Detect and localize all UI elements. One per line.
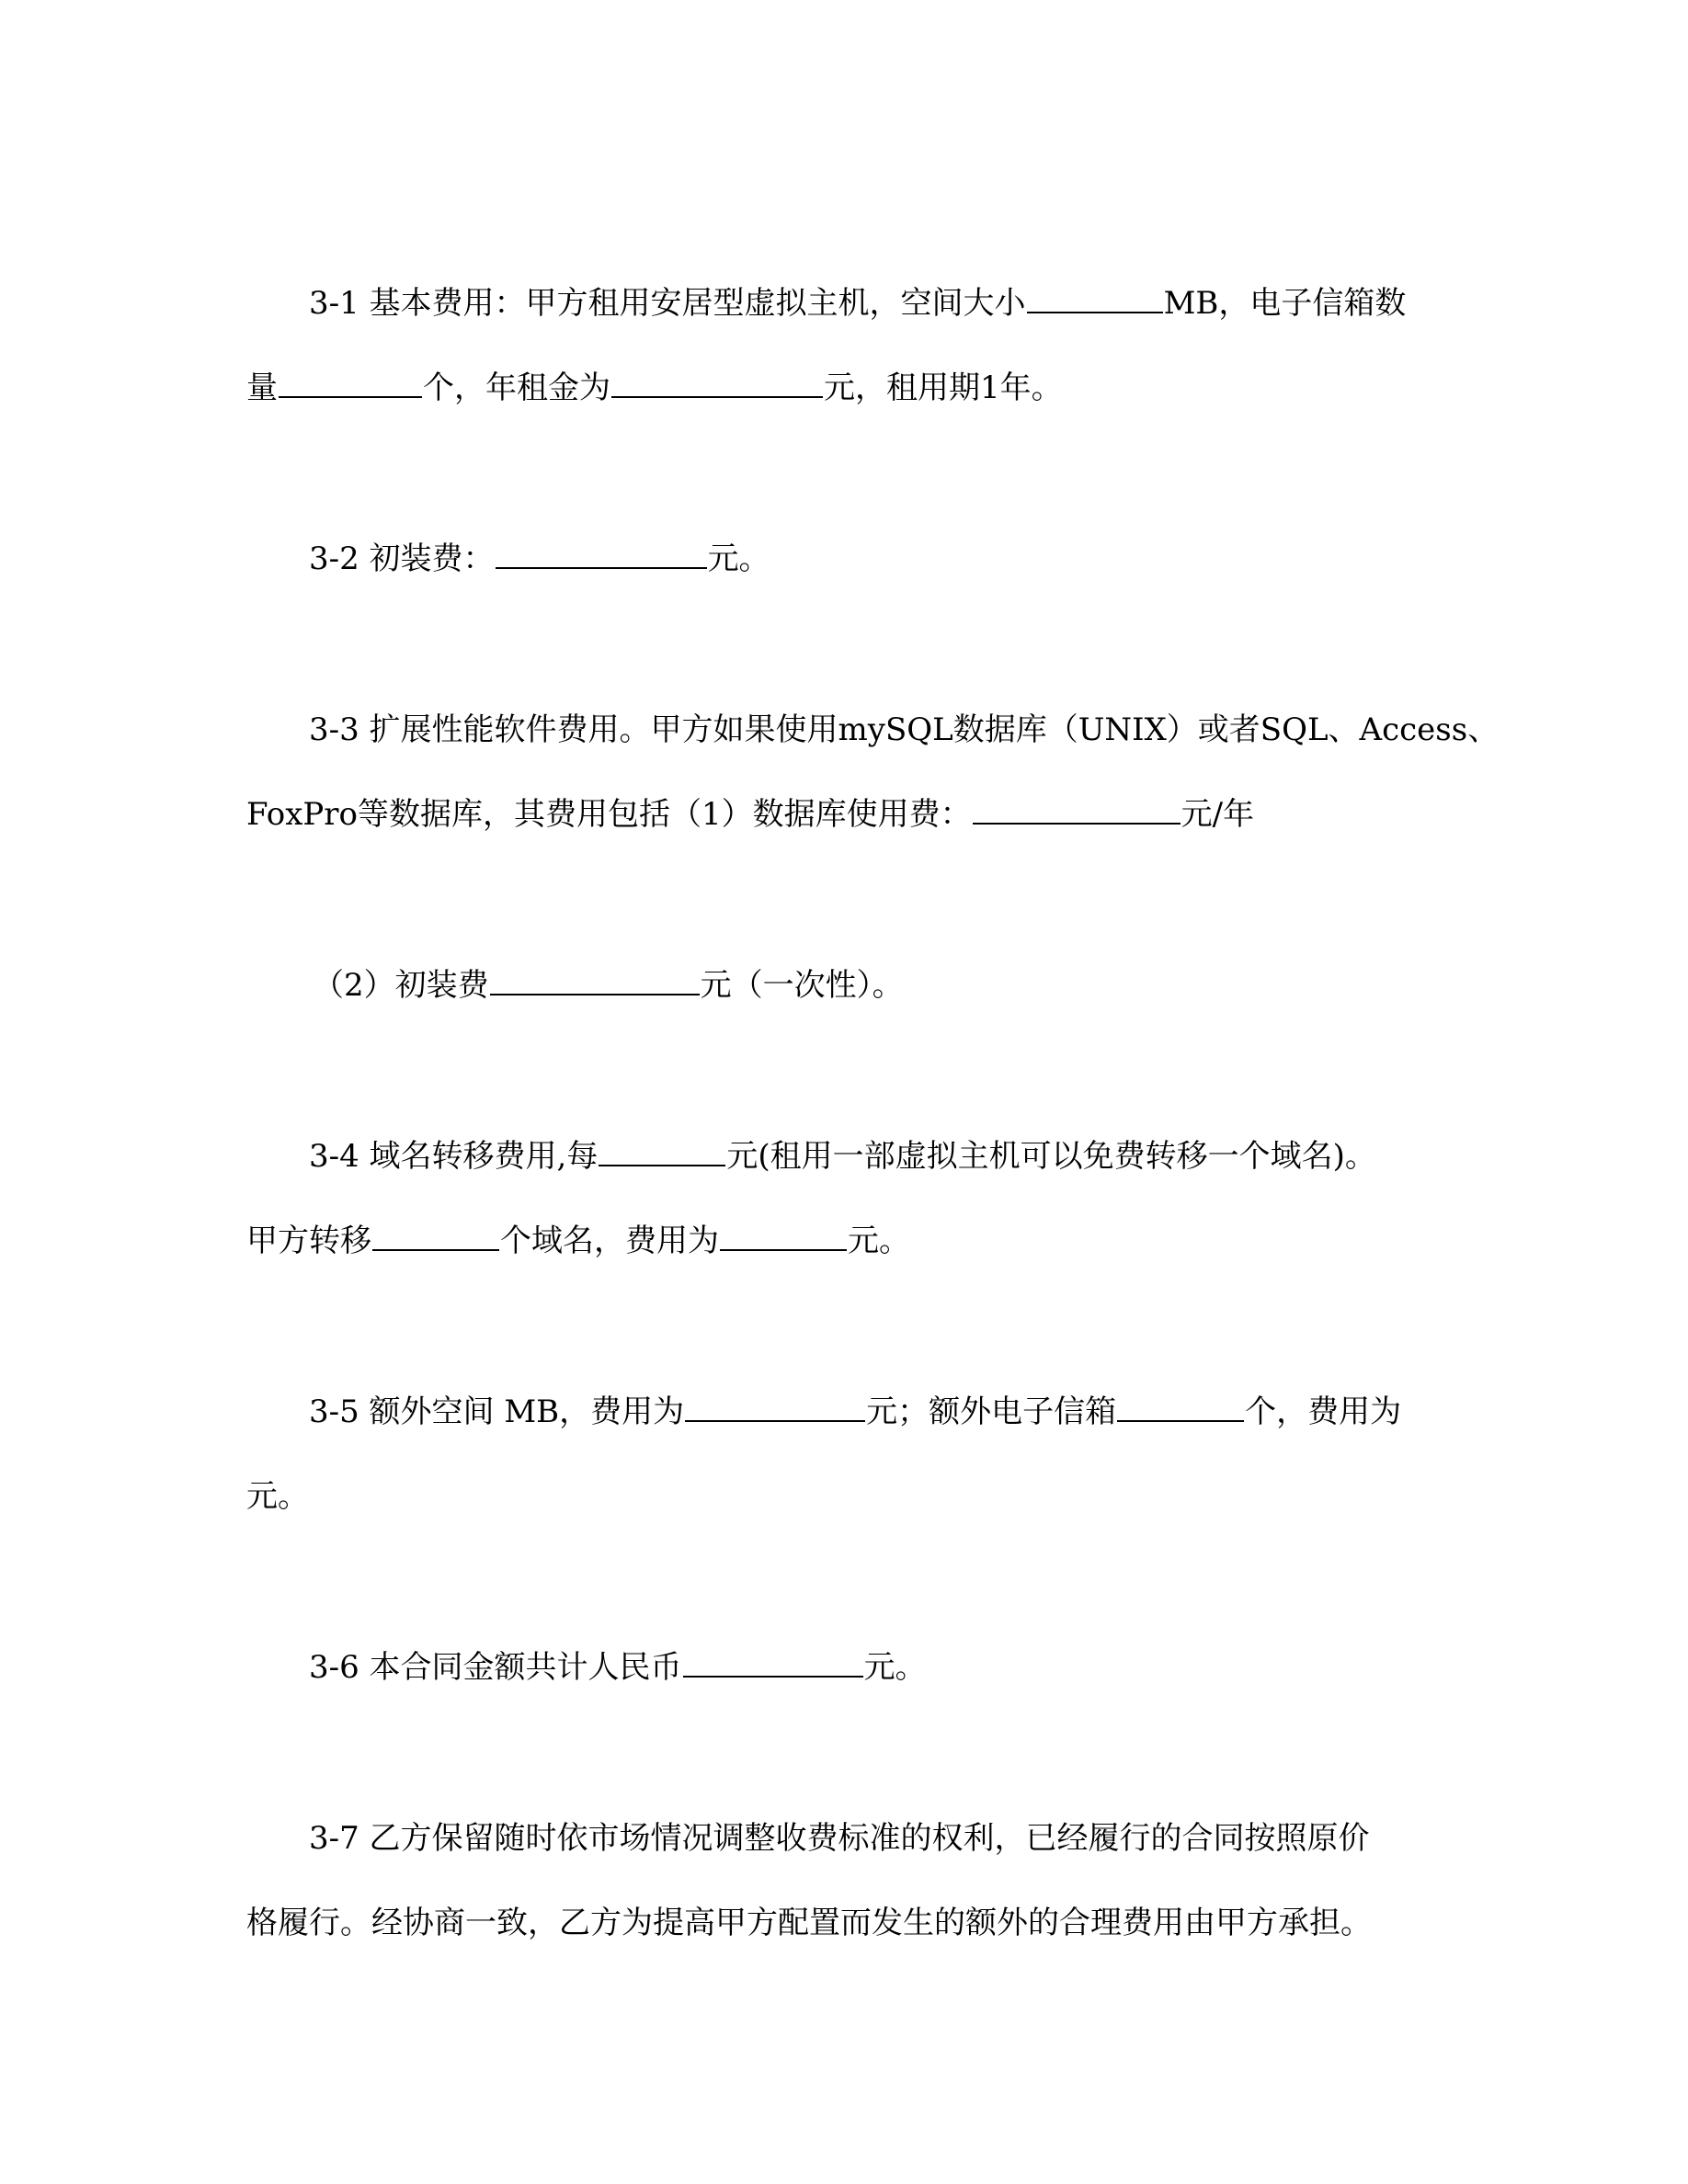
clause-3-4-text-4: 个域名，费用为 <box>500 1223 719 1259</box>
clause-3-3-text-4: （2）初装费 <box>313 967 489 1004</box>
clause-3-5-text-4: 元。 <box>246 1478 309 1515</box>
clause-3-2-text-1: 3-2 初装费： <box>309 540 495 577</box>
database-fee-blank <box>973 795 1180 825</box>
clause-3-1-text-3: 量 <box>246 370 278 406</box>
clause-3-2-text-2: 元。 <box>707 540 770 577</box>
annual-rent-blank <box>611 369 823 398</box>
setup-fee-blank <box>496 540 707 569</box>
extra-mailbox-count-blank <box>1117 1393 1244 1422</box>
clause-3-4-text-5: 元。 <box>848 1223 910 1259</box>
mailbox-count-blank <box>279 369 422 398</box>
clause-3-1-text-1: 3-1 基本费用：甲方租用安居型虚拟主机，空间大小 <box>309 285 1026 322</box>
domain-count-blank <box>372 1222 499 1251</box>
clause-3-7-line-2 <box>246 1903 1372 1943</box>
clause-3-3-text-3: 元/年 <box>1180 796 1255 833</box>
clause-3-3-line-2 <box>246 794 1254 835</box>
clause-3-5-text-3: 个，费用为 <box>1245 1393 1402 1430</box>
clause-3-1-line-1 <box>309 283 1406 324</box>
clause-3-4-line-1 <box>309 1136 1376 1177</box>
extra-space-fee-blank <box>685 1393 865 1422</box>
clause-3-5-text-2: 元；额外电子信箱 <box>866 1393 1117 1430</box>
clause-3-3-line-1 <box>309 710 1499 750</box>
clause-3-5-line-1 <box>309 1392 1401 1432</box>
clause-3-7-line-1 <box>309 1818 1370 1859</box>
clause-3-4-text-3: 甲方转移 <box>246 1223 371 1259</box>
clause-3-1-text-5: 元，租用期1年。 <box>824 370 1063 406</box>
clause-3-5-line-2 <box>246 1476 309 1517</box>
clause-3-6-line-1 <box>309 1647 927 1688</box>
domain-transfer-fee-blank <box>599 1137 725 1166</box>
clause-3-2-line-1 <box>309 539 770 579</box>
clause-3-6-text-2: 元。 <box>863 1649 927 1686</box>
contract-total-blank <box>683 1648 863 1678</box>
clause-3-3-text-5: 元（一次性）。 <box>700 967 904 1004</box>
clause-3-4-text-1: 3-4 域名转移费用,每 <box>309 1138 599 1175</box>
clause-3-3-text-2: FoxPro等数据库，其费用包括（1）数据库使用费： <box>246 796 972 833</box>
clause-3-3-text-1: 3-3 扩展性能软件费用。甲方如果使用mySQL数据库（UNIX）或者SQL、Access、 <box>309 711 1500 748</box>
clause-3-4-line-2 <box>246 1221 910 1261</box>
clause-3-4-text-2: 元(租用一部虚拟主机可以免费转移一个域名)。 <box>726 1138 1376 1175</box>
clause-3-1-line-2 <box>246 368 1063 408</box>
clause-3-5-text-1: 3-5 额外空间 MB，费用为 <box>309 1393 685 1430</box>
clause-3-1-text-2: MB，电子信箱数 <box>1163 285 1407 322</box>
database-setup-fee-blank <box>490 966 700 995</box>
clause-3-7-text-1: 3-7 乙方保留随时依市场情况调整收费标准的权利，已经履行的合同按照原价 <box>309 1820 1370 1857</box>
clause-3-3-line-3 <box>313 965 904 1006</box>
clause-3-1-text-4: 个，年租金为 <box>423 370 610 406</box>
clause-3-6-text-1: 3-6 本合同金额共计人民币 <box>309 1649 682 1686</box>
clause-3-7-text-2: 格履行。经协商一致，乙方为提高甲方配置而发生的额外的合理费用由甲方承担。 <box>246 1905 1372 1941</box>
domain-total-fee-blank <box>720 1222 847 1251</box>
space-size-blank <box>1027 284 1163 313</box>
